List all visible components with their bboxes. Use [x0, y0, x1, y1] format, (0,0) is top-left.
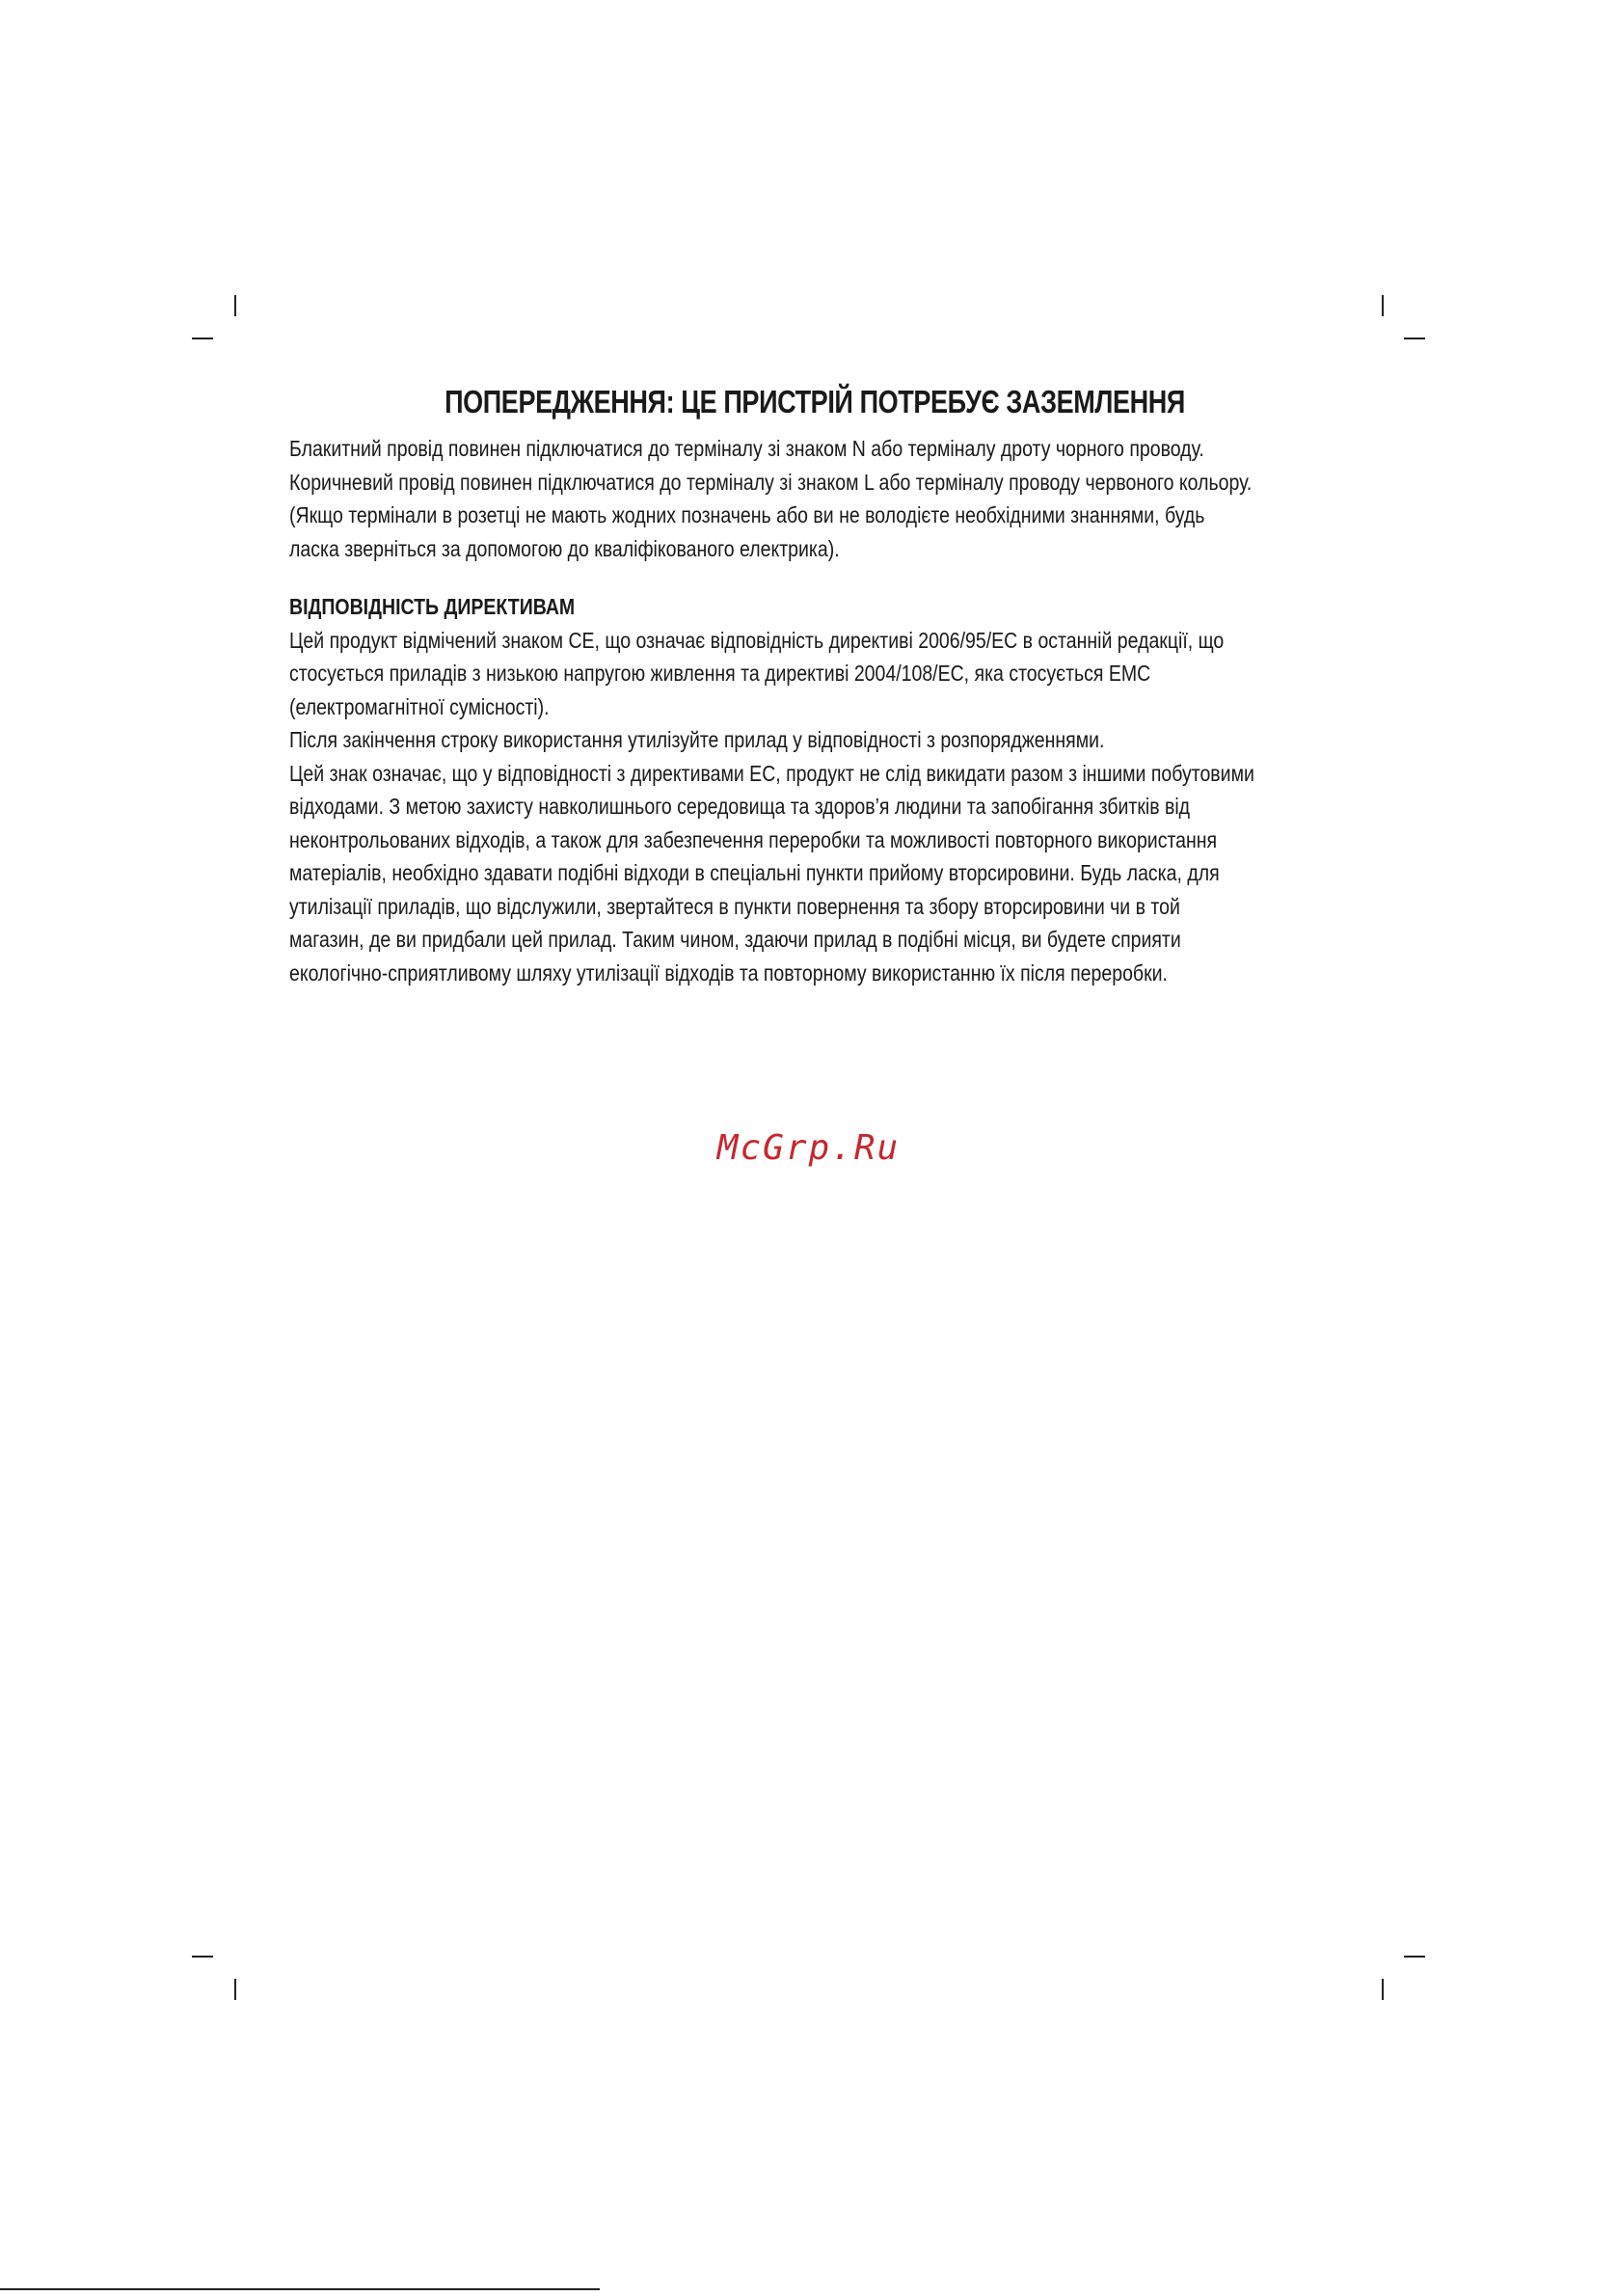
- directive-line: Цей продукт відмічений знаком СЕ, що означає відповідність директиві 2006/95/ЕС в останній редакції, що: [289, 627, 1225, 653]
- paragraph-gap: [289, 565, 1340, 590]
- page-title: ПОПЕРЕДЖЕННЯ: ЦЕ ПРИСТРІЙ ПОТРЕБУЄ ЗАЗЕМЛЕННЯ: [445, 384, 1185, 419]
- footer-rule: [0, 2288, 600, 2290]
- grounding-line: (Якщо термінали в розетці не мають жодних позначень або ви не володієте необхідними знаннями, будь: [289, 502, 1205, 527]
- directive-line: Цей знак означає, що у відповідності з директивами ЕС, продукт не слід викидати разом з іншими побутовими: [289, 760, 1254, 786]
- crop-mark-bottom-right-horizontal: [1404, 1956, 1425, 1958]
- grounding-paragraph: [289, 432, 1340, 565]
- directive-line: Після закінчення строку використання утилізуйте прилад у відповідності з розпорядженнями.: [289, 727, 1105, 752]
- document-body: [289, 384, 1340, 989]
- crop-mark-top-right-vertical: [1382, 295, 1384, 316]
- grounding-line: Коричневий провід повинен підключатися до терміналу зі знаком L або терміналу проводу червоного кольору.: [289, 469, 1253, 495]
- directive-line: магазин, де ви придбали цей прилад. Таким чином, здаючи прилад в подібні місця, ви будете сприяти: [289, 927, 1181, 952]
- directive-line: утилізації приладів, що відслужили, звертайтеся в пункти повернення та збору вторсировини чи в той: [289, 893, 1180, 919]
- grounding-line: Блакитний провід повинен підключатися до терміналу зі знаком N або терміналу дроту чорного проводу.: [289, 436, 1204, 461]
- crop-mark-top-right-horizontal: [1404, 338, 1425, 339]
- directive-line: неконтрольованих відходів, а також для забезпечення переробки та можливості повторного використання: [289, 826, 1218, 852]
- crop-mark-top-left-vertical: [234, 295, 236, 316]
- directive-line: стосується приладів з низькою напругою живлення та директиві 2004/108/ЕС, яка стосується ЕМС: [289, 661, 1151, 686]
- directive-line: (електромагнітної сумісності).: [289, 693, 550, 719]
- directive-line: відходами. З метою захисту навколишнього середовища та здоров’я людини та запобігання збитків від: [289, 794, 1191, 819]
- grounding-line: ласка зверніться за допомогою до кваліфікованого електрика).: [289, 535, 840, 561]
- directive-paragraph: [289, 624, 1340, 990]
- crop-mark-bottom-right-vertical: [1382, 1979, 1384, 2000]
- directive-line: матеріалів, необхідно здавати подібні відходи в спеціальні пункти прийому вторсировини. Будь ласка, для: [289, 860, 1220, 885]
- crop-mark-bottom-left-horizontal: [192, 1956, 213, 1958]
- crop-mark-bottom-left-vertical: [234, 1979, 236, 2000]
- section-heading: ВІДПОВІДНІСТЬ ДИРЕКТИВАМ: [289, 594, 576, 619]
- directive-line: екологічно-сприятливому шляху утилізації відходів та повторному використанню їх після переробки.: [289, 959, 1168, 986]
- watermark: McGrp.Ru: [716, 1128, 901, 1168]
- crop-mark-top-left-horizontal: [192, 338, 213, 339]
